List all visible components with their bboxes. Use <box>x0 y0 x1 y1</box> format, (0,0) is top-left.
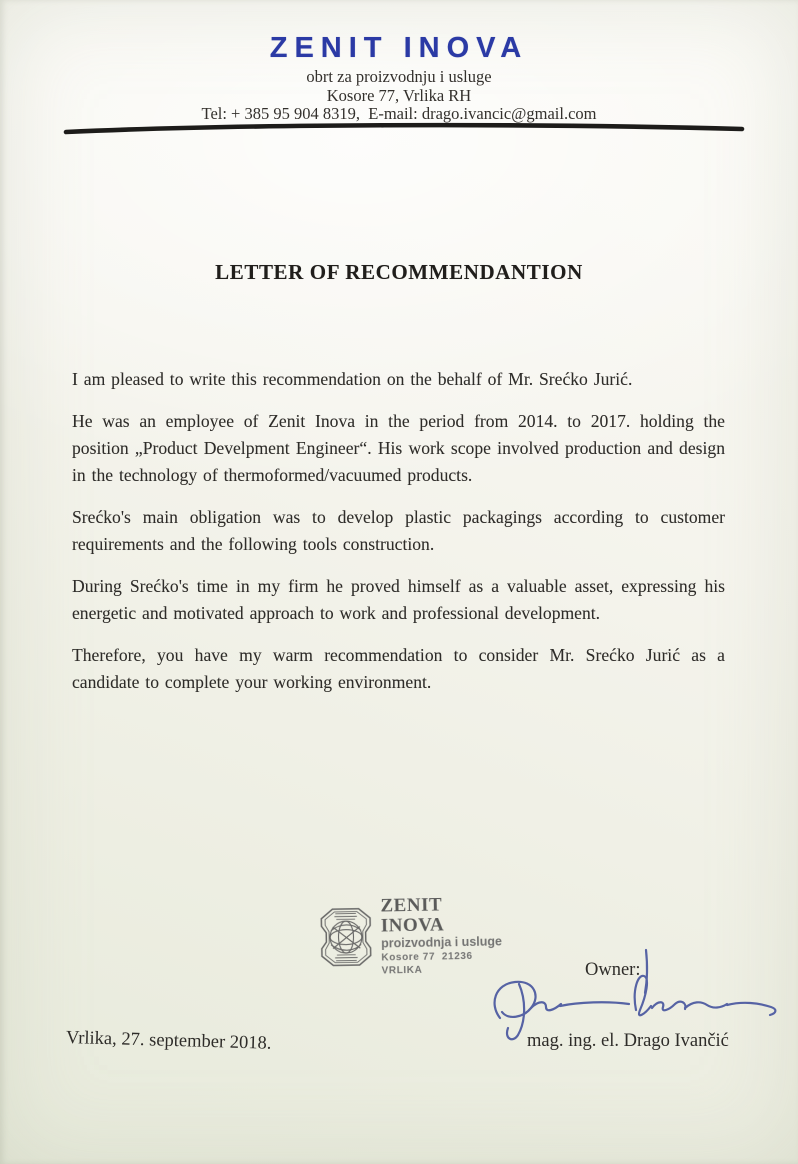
paragraph-employment: He was an employee of Zenit Inova in the period from 2014. to 2017. holding the position „Product Develpment Engineer“. His work scope involved production and design in the technology of thermoformed/vacuumed products. <box>72 411 725 485</box>
paragraph-recommendation: Therefore, you have my warm recommendation to consider Mr. Srećko Jurić as a candidate to complete your working environment. <box>72 645 725 692</box>
paragraph-obligation: Srećko's main obligation was to develop plastic packagings according to customer requirements and the following tools construction. <box>72 507 725 554</box>
stamp-activity-line: proizvodnja i usluge <box>380 933 503 950</box>
signer-name: mag. ing. el. Drago Ivančić <box>527 1031 729 1051</box>
document-title: LETTER OF RECOMMENDANTION <box>215 260 583 284</box>
company-contact: Tel: + 385 95 904 8319, E-mail: drago.ivancic@gmail.com <box>201 104 597 123</box>
stamp-text <box>380 894 502 977</box>
paragraph-evaluation: During Srećko's time in my firm he proved himself as a valuable asset, expressing his energetic and motivated approach to work and professional development. <box>72 576 725 623</box>
company-address: Kosore 77, Vrlika RH <box>326 85 472 105</box>
letterhead <box>0 32 798 124</box>
company-subtitle: obrt za proizvodnju i usluge <box>306 67 492 86</box>
stamp-address-line: Kosore 77 21236 VRLIKA <box>381 950 480 976</box>
letter-body <box>72 366 725 711</box>
stamp-company-name: ZENIT INOVA <box>380 893 445 936</box>
company-stamp <box>315 893 503 976</box>
place-and-date: Vrlika, 27. september 2018. <box>65 1028 272 1054</box>
stamp-emblem-globe-icon <box>315 906 376 969</box>
letterhead-rule <box>58 120 750 138</box>
paragraph-intro: I am pleased to write this recommendation on the behalf of Mr. Srećko Jurić. <box>72 369 633 389</box>
company-name: ZENIT INOVA <box>269 32 529 64</box>
owner-label: Owner: <box>585 960 641 980</box>
